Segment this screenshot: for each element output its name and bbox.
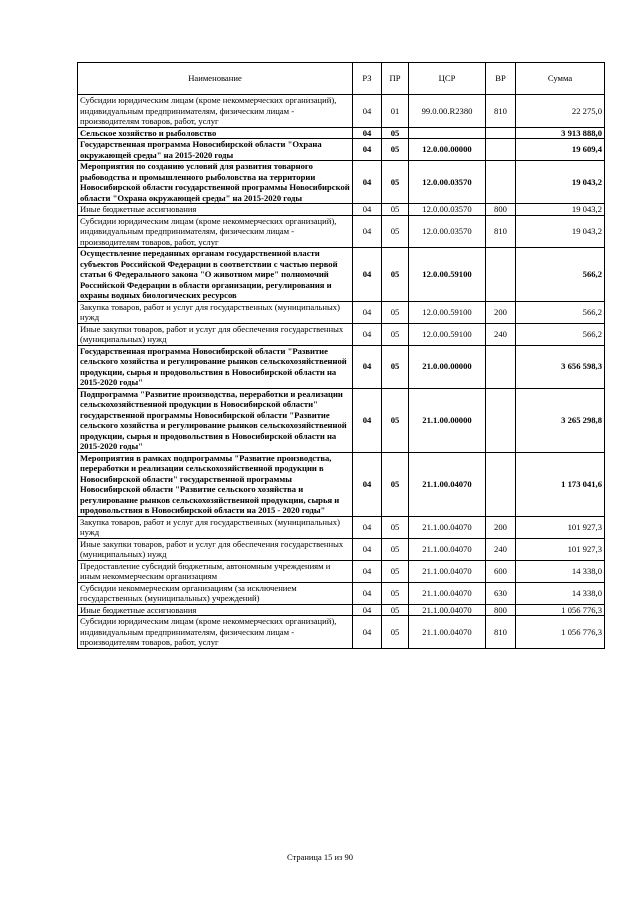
row-sum-cell: 566,2 — [516, 301, 605, 323]
row-pr-cell: 05 — [382, 248, 409, 302]
row-vr-cell: 240 — [486, 323, 516, 345]
row-vr-cell — [486, 127, 516, 139]
row-rz-cell: 04 — [353, 604, 382, 616]
row-name-cell: Субсидии некоммерческим организациям (за исключением государственных (муниципальных) учреждений) — [78, 582, 353, 604]
row-sum-cell: 1 173 041,6 — [516, 452, 605, 516]
table-row — [78, 95, 605, 128]
row-rz-cell: 04 — [353, 323, 382, 345]
row-csr-cell: 12.0.00.03570 — [409, 161, 486, 204]
row-sum-cell: 19 609,4 — [516, 139, 605, 161]
row-vr-cell: 810 — [486, 616, 516, 649]
row-csr-cell: 99.0.00.R2380 — [409, 95, 486, 128]
table-row — [78, 301, 605, 323]
row-name-cell: Закупка товаров, работ и услуг для государственных (муниципальных) нужд — [78, 301, 353, 323]
column-header-name: Наименование — [78, 63, 353, 95]
row-name-cell: Государственная программа Новосибирской области "Охрана окружающей среды" на 2015-2020 годы — [78, 139, 353, 161]
row-vr-cell — [486, 345, 516, 388]
row-pr-cell: 05 — [382, 301, 409, 323]
table-row — [78, 345, 605, 388]
row-name-cell: Закупка товаров, работ и услуг для государственных (муниципальных) нужд — [78, 516, 353, 538]
row-rz-cell: 04 — [353, 582, 382, 604]
row-csr-cell: 12.0.00.59100 — [409, 248, 486, 302]
row-rz-cell: 04 — [353, 139, 382, 161]
row-vr-cell: 200 — [486, 301, 516, 323]
row-csr-cell: 21.1.00.04070 — [409, 452, 486, 516]
table-body — [78, 95, 605, 649]
row-pr-cell: 05 — [382, 616, 409, 649]
table-row — [78, 452, 605, 516]
row-name-cell: Сельское хозяйство и рыболовство — [78, 127, 353, 139]
row-csr-cell: 12.0.00.59100 — [409, 323, 486, 345]
row-sum-cell: 19 043,2 — [516, 161, 605, 204]
row-sum-cell: 19 043,2 — [516, 215, 605, 248]
column-header-csr: ЦСР — [409, 63, 486, 95]
table-row — [78, 204, 605, 216]
row-rz-cell: 04 — [353, 215, 382, 248]
row-name-cell: Иные бюджетные ассигнования — [78, 204, 353, 216]
table-row — [78, 161, 605, 204]
row-pr-cell: 05 — [382, 161, 409, 204]
column-header-rz: РЗ — [353, 63, 382, 95]
column-header-pr: ПР — [382, 63, 409, 95]
table-row — [78, 323, 605, 345]
row-rz-cell: 04 — [353, 560, 382, 582]
row-csr-cell: 21.1.00.04070 — [409, 560, 486, 582]
row-sum-cell: 22 275,0 — [516, 95, 605, 128]
row-vr-cell — [486, 161, 516, 204]
table-row — [78, 560, 605, 582]
page-number: Страница 15 из 90 — [286, 852, 354, 862]
row-name-cell: Субсидии юридическим лицам (кроме некоммерческих организаций), индивидуальным предпринимателям, физическим лицам - производителям товаров, работ, услуг — [78, 215, 353, 248]
row-csr-cell: 21.1.00.04070 — [409, 516, 486, 538]
row-sum-cell: 101 927,3 — [516, 516, 605, 538]
table-row — [78, 388, 605, 452]
row-name-cell: Субсидии юридическим лицам (кроме некоммерческих организаций), индивидуальным предпринимателям, физическим лицам - производителям товаров, работ, услуг — [78, 95, 353, 128]
row-name-cell: Государственная программа Новосибирской области "Развитие сельского хозяйства и регулирование рынков сельскохозяйственной продукции, сырья и продовольствия в Новосибирской области на 2015-2020 годы" — [78, 345, 353, 388]
row-vr-cell — [486, 248, 516, 302]
row-rz-cell: 04 — [353, 345, 382, 388]
row-pr-cell: 05 — [382, 345, 409, 388]
row-pr-cell: 05 — [382, 204, 409, 216]
table-row — [78, 139, 605, 161]
table-row — [78, 582, 605, 604]
row-csr-cell: 12.0.00.59100 — [409, 301, 486, 323]
row-rz-cell: 04 — [353, 95, 382, 128]
row-name-cell: Мероприятия по созданию условий для развития товарного рыбоводства и промышленного рыболовства на территории Новосибирской области государственной программы Новосибирской области "Охрана окружающей среды" на 2015-2020 годы — [78, 161, 353, 204]
row-name-cell: Предоставление субсидий бюджетным, автономным учреждениям и иным некоммерческим организациям — [78, 560, 353, 582]
row-rz-cell: 04 — [353, 127, 382, 139]
budget-table-page — [77, 62, 604, 649]
row-sum-cell: 1 056 776,3 — [516, 616, 605, 649]
row-pr-cell: 05 — [382, 215, 409, 248]
row-vr-cell — [486, 452, 516, 516]
row-pr-cell: 05 — [382, 604, 409, 616]
row-sum-cell: 566,2 — [516, 248, 605, 302]
row-pr-cell: 05 — [382, 127, 409, 139]
budget-table — [77, 62, 605, 649]
row-csr-cell: 21.1.00.04070 — [409, 604, 486, 616]
row-sum-cell: 14 338,0 — [516, 560, 605, 582]
row-rz-cell: 04 — [353, 538, 382, 560]
row-name-cell: Иные закупки товаров, работ и услуг для обеспечения государственных (муниципальных) нужд — [78, 323, 353, 345]
row-pr-cell: 05 — [382, 582, 409, 604]
row-name-cell: Подпрограмма "Развитие производства, переработки и реализации сельскохозяйственной продукции в Новосибирской области" государственной программы Новосибирской области "Развитие сельского хозяйства и регулирование рынков сельскохозяйственной продукции, сырья и продовольствия в Новосибирской области на 2015-2020 годы" — [78, 388, 353, 452]
row-sum-cell: 566,2 — [516, 323, 605, 345]
row-vr-cell: 810 — [486, 215, 516, 248]
row-pr-cell: 05 — [382, 538, 409, 560]
table-row — [78, 248, 605, 302]
row-sum-cell: 19 043,2 — [516, 204, 605, 216]
row-sum-cell: 101 927,3 — [516, 538, 605, 560]
row-vr-cell: 810 — [486, 95, 516, 128]
row-name-cell: Субсидии юридическим лицам (кроме некоммерческих организаций), индивидуальным предпринимателям, физическим лицам - производителям товаров, работ, услуг — [78, 616, 353, 649]
table-row — [78, 516, 605, 538]
row-name-cell: Мероприятия в рамках подпрограммы "Развитие производства, переработки и реализации сельскохозяйственной продукции в Новосибирской области" государственной программы Новосибирской области "Развитие сельского хозяйства и регулирование рынков сельскохозяйственной продукции, сырья и продовольствия в Новосибирской области на 2015 - 2020 годы" — [78, 452, 353, 516]
row-csr-cell: 21.1.00.00000 — [409, 388, 486, 452]
row-vr-cell: 240 — [486, 538, 516, 560]
row-pr-cell: 05 — [382, 139, 409, 161]
row-csr-cell: 21.1.00.04070 — [409, 582, 486, 604]
row-name-cell: Иные бюджетные ассигнования — [78, 604, 353, 616]
row-vr-cell: 200 — [486, 516, 516, 538]
row-pr-cell: 05 — [382, 516, 409, 538]
row-pr-cell: 05 — [382, 388, 409, 452]
row-rz-cell: 04 — [353, 301, 382, 323]
row-vr-cell — [486, 388, 516, 452]
row-vr-cell: 800 — [486, 204, 516, 216]
row-vr-cell: 800 — [486, 604, 516, 616]
row-rz-cell: 04 — [353, 388, 382, 452]
row-name-cell: Осуществление переданных органам государственной власти субъектов Российской Федерации в соответствии с частью первой статьи 6 Федерального закона "О животном мире" полномочий Российской Федерации в области организации, регулирования и охраны водных биологических ресурсов — [78, 248, 353, 302]
row-pr-cell: 01 — [382, 95, 409, 128]
row-name-cell: Иные закупки товаров, работ и услуг для обеспечения государственных (муниципальных) нужд — [78, 538, 353, 560]
row-csr-cell: 21.1.00.04070 — [409, 538, 486, 560]
row-vr-cell: 600 — [486, 560, 516, 582]
table-header-row — [78, 63, 605, 95]
row-rz-cell: 04 — [353, 161, 382, 204]
table-row — [78, 215, 605, 248]
row-csr-cell — [409, 127, 486, 139]
row-sum-cell: 3 913 888,0 — [516, 127, 605, 139]
row-sum-cell: 3 656 598,3 — [516, 345, 605, 388]
row-csr-cell: 12.0.00.03570 — [409, 204, 486, 216]
row-sum-cell: 1 056 776,3 — [516, 604, 605, 616]
column-header-sum: Сумма — [516, 63, 605, 95]
table-row — [78, 538, 605, 560]
row-csr-cell: 12.0.00.03570 — [409, 215, 486, 248]
row-vr-cell: 630 — [486, 582, 516, 604]
row-pr-cell: 05 — [382, 323, 409, 345]
row-csr-cell: 21.1.00.04070 — [409, 616, 486, 649]
row-rz-cell: 04 — [353, 516, 382, 538]
row-csr-cell: 21.0.00.00000 — [409, 345, 486, 388]
row-sum-cell: 3 265 298,8 — [516, 388, 605, 452]
row-rz-cell: 04 — [353, 248, 382, 302]
row-pr-cell: 05 — [382, 452, 409, 516]
column-header-vr: ВР — [486, 63, 516, 95]
table-row — [78, 127, 605, 139]
row-rz-cell: 04 — [353, 452, 382, 516]
row-pr-cell: 05 — [382, 560, 409, 582]
table-row — [78, 604, 605, 616]
row-csr-cell: 12.0.00.00000 — [409, 139, 486, 161]
row-rz-cell: 04 — [353, 204, 382, 216]
row-rz-cell: 04 — [353, 616, 382, 649]
row-sum-cell: 14 338,0 — [516, 582, 605, 604]
table-row — [78, 616, 605, 649]
row-vr-cell — [486, 139, 516, 161]
